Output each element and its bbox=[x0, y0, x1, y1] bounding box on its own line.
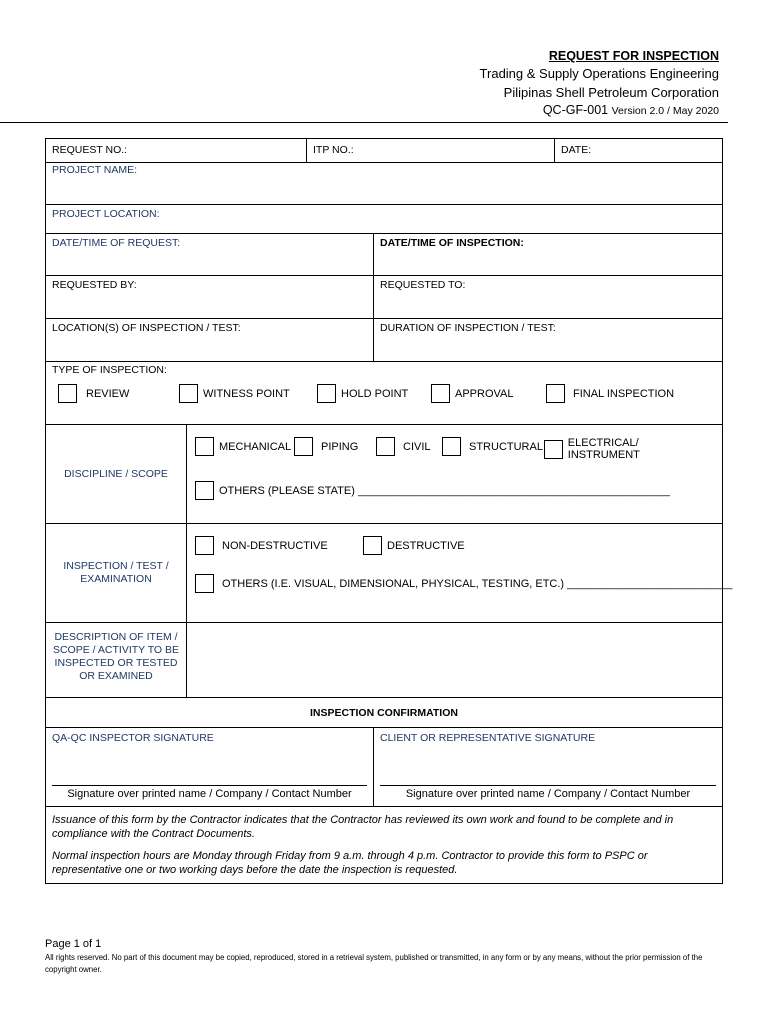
page-number: Page 1 of 1 bbox=[45, 938, 102, 950]
project-location-field[interactable] bbox=[46, 205, 722, 234]
approval-label: APPROVAL bbox=[455, 387, 514, 400]
requested-to-label: REQUESTED TO: bbox=[380, 279, 466, 291]
mechanical-checkbox[interactable] bbox=[195, 437, 214, 456]
non-destructive-checkbox[interactable] bbox=[195, 536, 214, 555]
request-no-label: REQUEST NO.: bbox=[52, 144, 128, 156]
form-code bbox=[480, 102, 719, 120]
review-option[interactable] bbox=[58, 384, 129, 403]
final-inspection-label: FINAL INSPECTION bbox=[573, 387, 675, 400]
structural-label: STRUCTURAL bbox=[469, 440, 543, 453]
locations-field[interactable] bbox=[46, 319, 373, 361]
document-title: REQUEST FOR INSPECTION bbox=[548, 49, 719, 63]
examination-others-option[interactable] bbox=[195, 574, 732, 593]
electrical-instrument-label: ELECTRICAL/ INSTRUMENT bbox=[567, 437, 640, 461]
non-destructive-option[interactable] bbox=[195, 536, 328, 555]
department-name: Trading & Supply Operations Engineering bbox=[479, 66, 719, 81]
hold-point-option[interactable] bbox=[317, 384, 408, 403]
requested-by-field[interactable] bbox=[46, 276, 373, 318]
destructive-checkbox[interactable] bbox=[363, 536, 382, 555]
hold-point-checkbox[interactable] bbox=[317, 384, 336, 403]
electrical-instrument-option[interactable] bbox=[544, 437, 712, 461]
locations-label: LOCATION(S) OF INSPECTION / TEST: bbox=[52, 322, 241, 334]
witness-point-label: WITNESS POINT bbox=[203, 387, 290, 400]
company-name: Pilipinas Shell Petroleum Corporation bbox=[503, 85, 719, 100]
type-options-row bbox=[46, 380, 722, 410]
review-label: REVIEW bbox=[86, 387, 130, 400]
type-of-inspection-section bbox=[46, 362, 722, 425]
qaqc-signature-caption: Signature over printed name / Company / Contact Number bbox=[67, 788, 352, 800]
requested-by-label: REQUESTED BY: bbox=[52, 279, 137, 291]
confirmation-title: INSPECTION CONFIRMATION bbox=[310, 706, 458, 719]
piping-label: PIPING bbox=[321, 440, 359, 453]
form-row-location-duration bbox=[46, 319, 722, 362]
form-code-number: QC-GF-001 bbox=[542, 103, 609, 117]
form-row-ids bbox=[46, 139, 722, 163]
itp-no-label: ITP NO.: bbox=[313, 144, 354, 156]
header-divider bbox=[0, 122, 728, 123]
structural-checkbox[interactable] bbox=[442, 437, 461, 456]
form-version: Version 2.0 / May 2020 bbox=[611, 105, 719, 117]
qaqc-signature-field[interactable] bbox=[46, 728, 373, 806]
civil-label: CIVIL bbox=[403, 440, 431, 453]
final-inspection-option[interactable] bbox=[546, 384, 674, 403]
form-row-requested bbox=[46, 276, 722, 319]
notes-section bbox=[46, 807, 722, 883]
examination-options bbox=[186, 524, 733, 622]
electrical-instrument-checkbox[interactable] bbox=[544, 440, 563, 459]
discipline-label: DISCIPLINE / SCOPE bbox=[64, 468, 168, 480]
discipline-section bbox=[46, 425, 722, 524]
description-section bbox=[46, 623, 722, 698]
date-time-request-label: DATE/TIME OF REQUEST: bbox=[52, 237, 181, 249]
itp-no-field[interactable] bbox=[306, 139, 554, 162]
form-row-datetime bbox=[46, 234, 722, 276]
witness-point-checkbox[interactable] bbox=[179, 384, 198, 403]
mechanical-label: MECHANICAL bbox=[219, 440, 292, 453]
qaqc-signature-label: QA-QC INSPECTOR SIGNATURE bbox=[52, 732, 214, 744]
examination-label: INSPECTION / TEST / EXAMINATION bbox=[63, 560, 169, 585]
discipline-others-checkbox[interactable] bbox=[195, 481, 214, 500]
destructive-label: DESTRUCTIVE bbox=[387, 539, 465, 552]
qaqc-signature-line bbox=[52, 785, 367, 786]
project-name-field[interactable] bbox=[46, 163, 722, 205]
discipline-others-option[interactable] bbox=[195, 481, 670, 500]
final-inspection-checkbox[interactable] bbox=[546, 384, 565, 403]
civil-checkbox[interactable] bbox=[376, 437, 395, 456]
copyright-notice: All rights reserved. No part of this document may be copied, reproduced, stored in a retrieval system, published or transmitted, in any form or by any means, without the prior permission of the copyright owner. bbox=[45, 953, 703, 974]
destructive-option[interactable] bbox=[363, 536, 465, 555]
note-inspection-hours: Normal inspection hours are Monday through Friday from 9 a.m. through 4 p.m. Contractor to provide this form to PSPC or representative one or two working days before the date the inspection is requested. bbox=[52, 850, 648, 876]
requested-to-field[interactable] bbox=[373, 276, 722, 318]
hold-point-label: HOLD POINT bbox=[341, 387, 409, 400]
date-time-inspection-label: DATE/TIME OF INSPECTION: bbox=[380, 237, 524, 249]
client-signature-label: CLIENT OR REPRESENTATIVE SIGNATURE bbox=[380, 732, 596, 744]
note-contractor-issuance: Issuance of this form by the Contractor indicates that the Contractor has reviewed its own work and found to be complete and in compliance with the Contract Documents. bbox=[52, 814, 674, 840]
signature-section bbox=[46, 728, 722, 807]
date-time-inspection-field[interactable] bbox=[373, 234, 722, 275]
page-footer bbox=[45, 938, 725, 976]
duration-label: DURATION OF INSPECTION / TEST: bbox=[380, 322, 556, 334]
discipline-others-label: OTHERS (PLEASE STATE) ___________________________________________________ bbox=[219, 484, 670, 497]
confirmation-header bbox=[46, 698, 722, 728]
examination-others-label: OTHERS (I.E. VISUAL, DIMENSIONAL, PHYSICAL, TESTING, ETC.) ___________________________ bbox=[222, 577, 733, 590]
duration-field[interactable] bbox=[373, 319, 722, 361]
non-destructive-label: NON-DESTRUCTIVE bbox=[222, 539, 328, 552]
date-time-request-field[interactable] bbox=[46, 234, 373, 275]
approval-checkbox[interactable] bbox=[431, 384, 450, 403]
piping-option[interactable] bbox=[294, 437, 358, 456]
examination-others-checkbox[interactable] bbox=[195, 574, 214, 593]
notes bbox=[46, 807, 722, 883]
review-checkbox[interactable] bbox=[58, 384, 77, 403]
structural-option[interactable] bbox=[442, 437, 543, 456]
date-label: DATE: bbox=[561, 144, 592, 156]
type-of-inspection-label: TYPE OF INSPECTION: bbox=[52, 364, 167, 376]
approval-option[interactable] bbox=[431, 384, 514, 403]
client-signature-field[interactable] bbox=[373, 728, 722, 806]
examination-section bbox=[46, 524, 733, 623]
client-signature-caption: Signature over printed name / Company / Contact Number bbox=[405, 788, 691, 800]
date-field[interactable] bbox=[554, 139, 722, 162]
description-label: DESCRIPTION OF ITEM / SCOPE / ACTIVITY TO BE INSPECTED OR TESTED OR EXAMINED bbox=[52, 631, 180, 682]
witness-point-option[interactable] bbox=[179, 384, 290, 403]
description-field[interactable] bbox=[186, 623, 722, 697]
client-signature-line bbox=[380, 785, 716, 786]
project-location-label: PROJECT LOCATION: bbox=[52, 208, 160, 220]
project-name-label: PROJECT NAME: bbox=[52, 164, 137, 176]
inspection-form bbox=[45, 138, 733, 884]
request-no-field[interactable] bbox=[46, 139, 306, 162]
discipline-options bbox=[186, 425, 722, 523]
document-header bbox=[480, 48, 719, 120]
mechanical-option[interactable] bbox=[195, 437, 291, 456]
civil-option[interactable] bbox=[376, 437, 431, 456]
piping-checkbox[interactable] bbox=[294, 437, 313, 456]
